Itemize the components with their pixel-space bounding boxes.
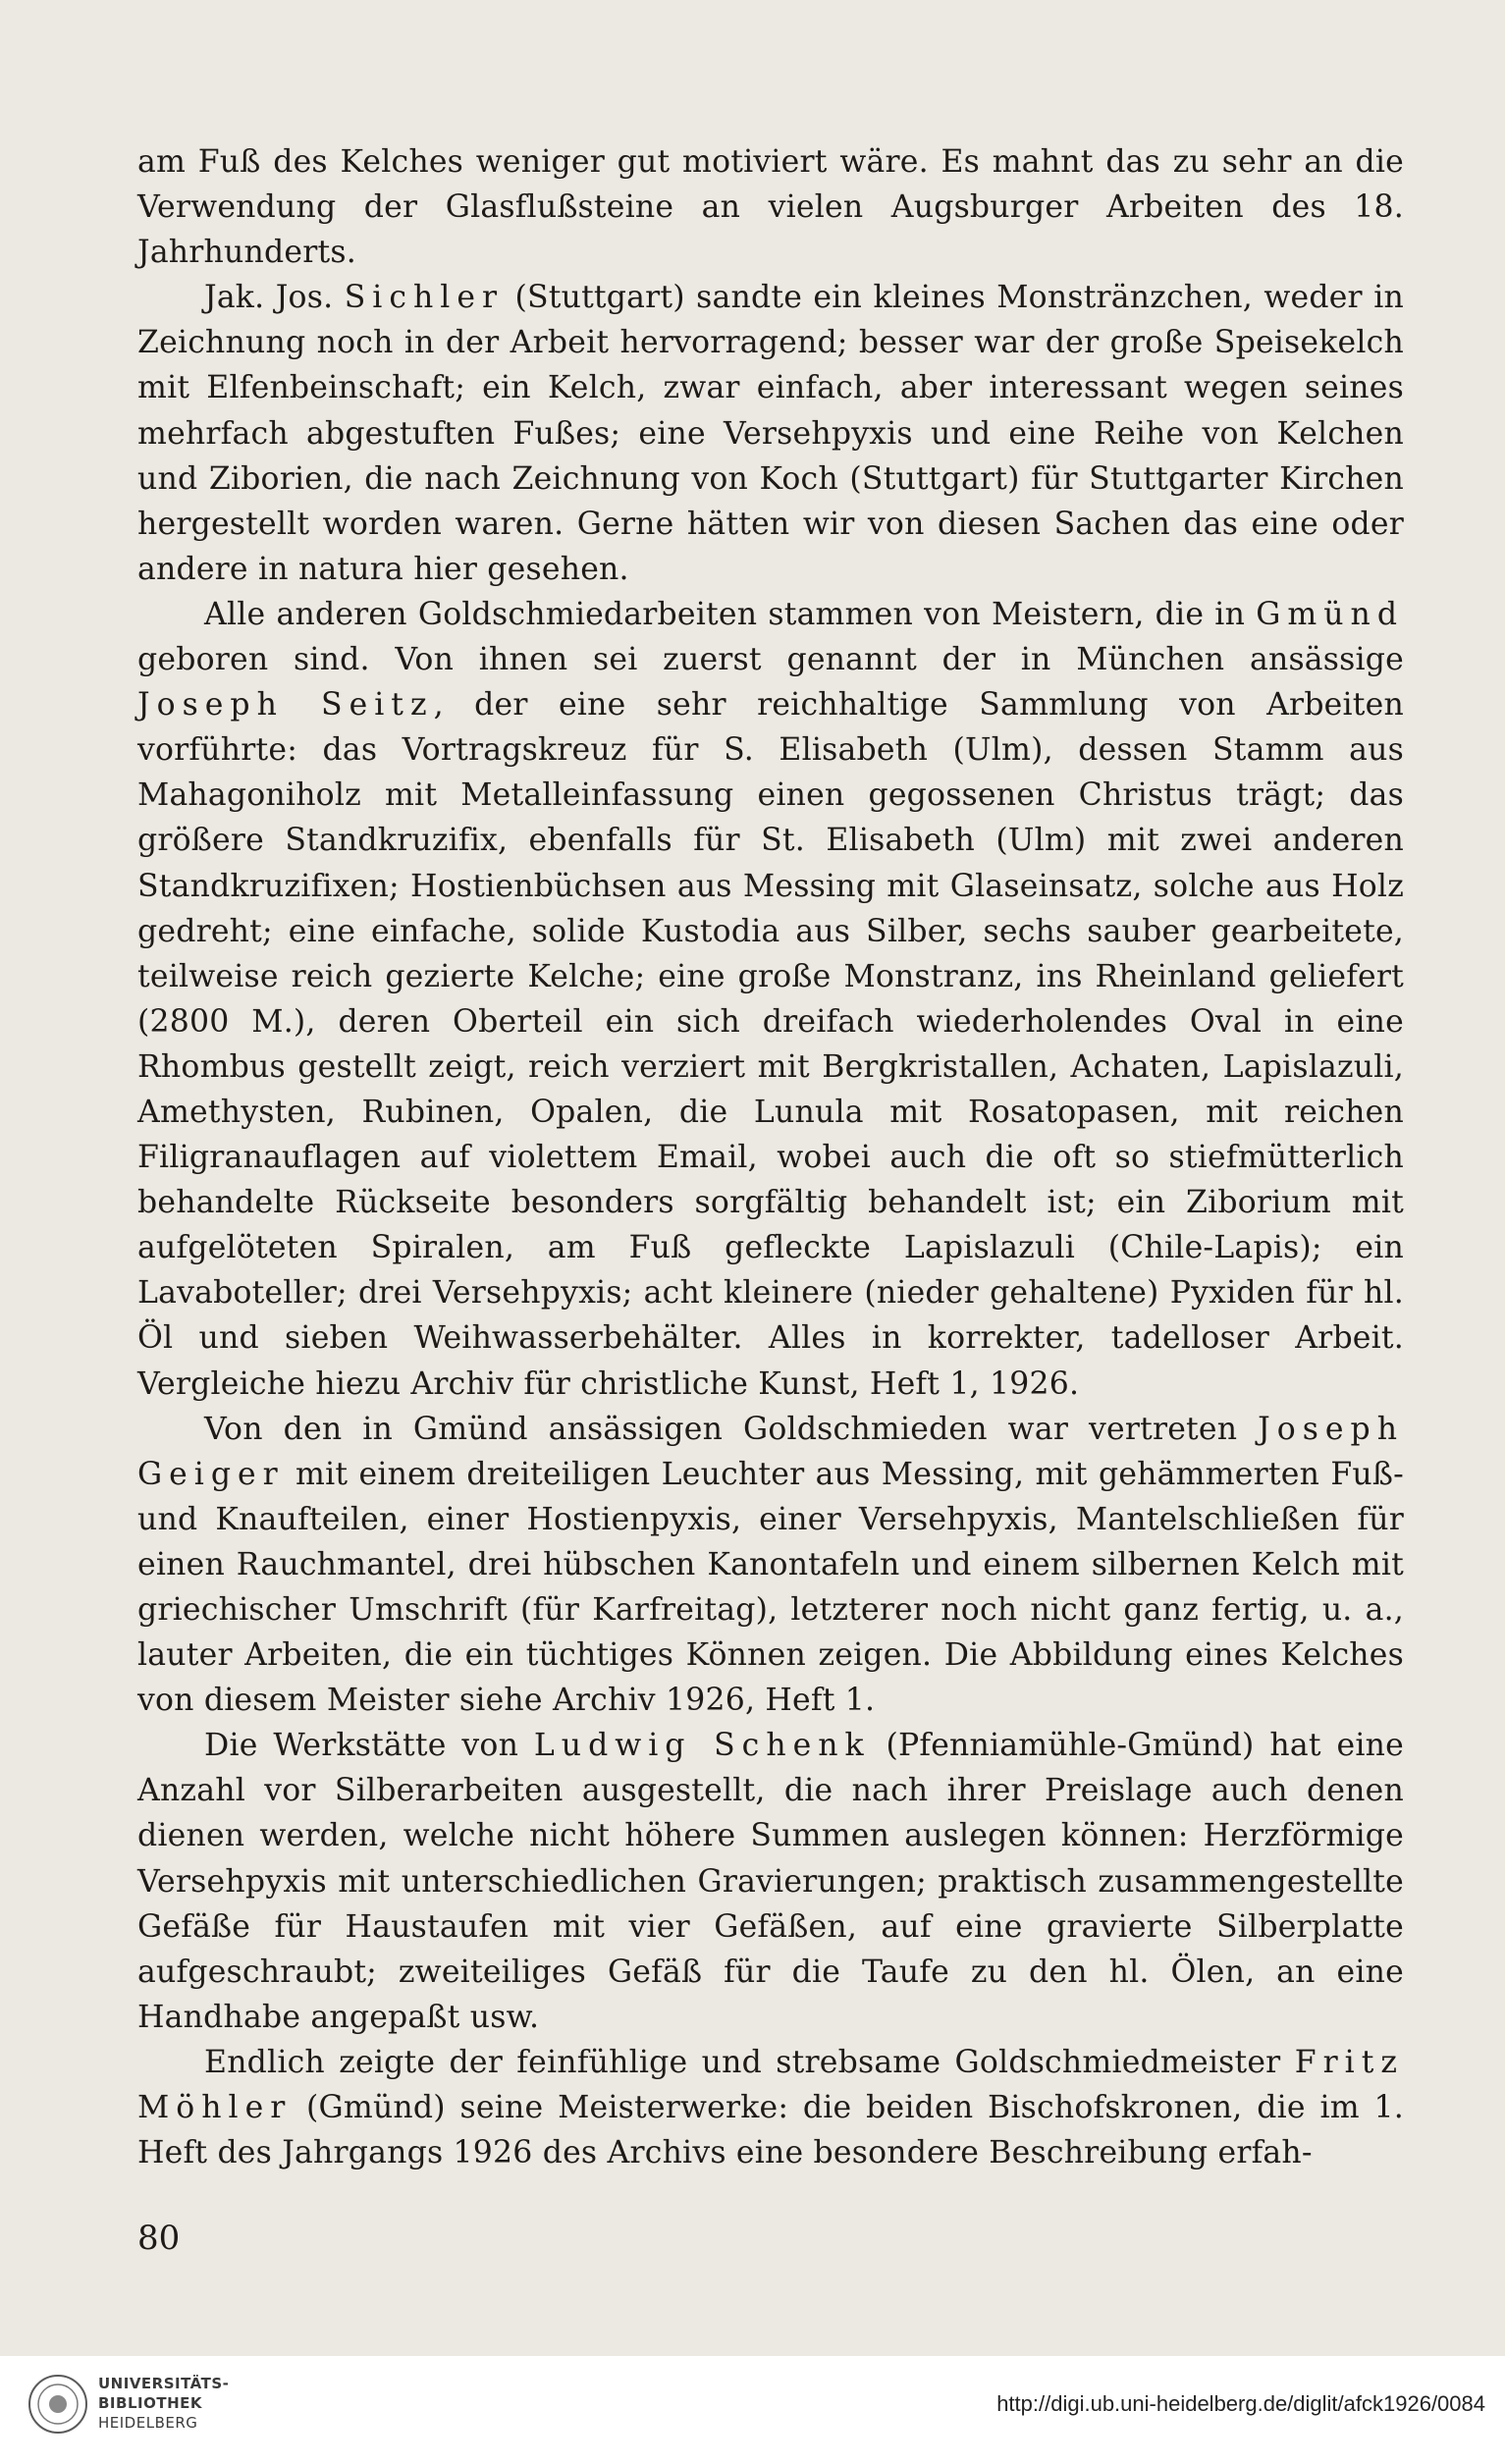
paragraph <box>137 592 1404 1407</box>
spaced-name: Ludwig Schenk <box>533 1728 871 1764</box>
body-text <box>137 139 1404 2175</box>
paragraph-text: Alle anderen Goldschmiedarbeiten stammen von Meistern, die in <box>204 596 1257 632</box>
paragraph <box>137 2040 1404 2175</box>
source-url-link[interactable]: http://digi.ub.uni-heidelberg.de/diglit/afck1926/0084 <box>996 2391 1485 2416</box>
paragraph-text: geboren sind. Von ihnen sei zuerst genannt der in München ansässige <box>137 642 1404 678</box>
paragraph-text: am Fuß des Kelches weniger gut motiviert wäre. Es mahnt das zu sehr an die Verwendung der Glasflußsteine an vielen Augsburger Arbeiten des 18. Jahrhunderts. <box>137 144 1404 271</box>
paragraph-text: (Gmünd) seine Meisterwerke: die beiden Bischofskronen, die im 1. Heft des Jahrgangs 1926 des Archivs eine besondere Beschreibung erfah- <box>137 2090 1404 2171</box>
page-number: 80 <box>137 2219 181 2258</box>
paragraph-text: mit einem dreiteiligen Leuchter aus Messing, mit gehämmerten Fuß- und Knaufteilen, einer Hostienpyxis, einer Versehpyxis, Mantelschließen für einen Rauchmantel, drei hübschen Kanontafeln und einem silbernen Kelch mit griechischer Umschrift (für Karfreitag), letzterer noch nicht ganz fertig, u. a., lauter Arbeiten, die ein tüchtiges Können zeigen. Die Abbildung eines Kelches von diesem Meister siehe Archiv 1926, Heft 1. <box>137 1456 1404 1719</box>
paragraph-text: Endlich zeigte der feinfühlige und strebsame Goldschmiedmeister <box>204 2044 1295 2080</box>
institution-line-3: HEIDELBERG <box>98 2414 198 2432</box>
spaced-name: Fritz Möhler <box>137 2044 1404 2126</box>
paragraph <box>137 275 1404 592</box>
paragraph-text: Von den in Gmünd ansässigen Goldschmieden war vertreten <box>204 1411 1259 1447</box>
paragraph-text: Jak. Jos. <box>204 280 345 316</box>
spaced-name: Joseph Geiger <box>137 1411 1404 1492</box>
institution-line-1: UNIVERSITÄTS- <box>98 2375 230 2392</box>
spaced-name: Joseph Seitz <box>137 687 434 723</box>
paragraph-text: (Stuttgart) sandte ein kleines Monstränzchen, weder in Zeichnung noch in der Arbeit hervorragend; besser war der große Speisekelch mit Elfenbeinschaft; ein Kelch, zwar einfach, aber interessant wegen seines mehrfach abgestuften Fußes; eine Versehpyxis und eine Reihe von Kelchen und Ziborien, die nach Zeichnung von Koch (Stuttgart) für Stuttgarter Kirchen hergestellt worden waren. Gerne hätten wir von diesen Sachen das eine oder andere in natura hier gesehen. <box>137 280 1404 587</box>
paragraph-text: (Pfenniamühle-Gmünd) hat eine Anzahl vor Silberarbeiten ausgestellt, die nach ihrer Preislage auch denen dienen werden, welche nicht höhere Summen auslegen können: Herzförmige Versehpyxis mit unterschiedlichen Gravierungen; praktisch zusammengestellte Gefäße für Haustaufen mit vier Gefäßen, auf eine gravierte Silberplatte aufgeschraubt; zweiteiliges Gefäß für die Taufe zu den hl. Ölen, an eine Handhabe angepaßt usw. <box>137 1728 1404 2035</box>
paragraph-text: , der eine sehr reichhaltige Sammlung von Arbeiten vorführte: das Vortragskreuz für S. Elisabeth (Ulm), dessen Stamm aus Mahagoniholz mit Metalleinfassung einen gegossenen Christus trägt; das größere Standkruzifix, ebenfalls für St. Elisabeth (Ulm) mit zwei anderen Standkruzifixen; Hostienbüchsen aus Messing mit Glaseinsatz, solche aus Holz gedreht; eine einfache, solide Kustodia aus Silber, sechs sauber gearbeitete, teilweise reich gezierte Kelche; eine große Monstranz, ins Rheinland geliefert (2800 M.), deren Oberteil ein sich dreifach wiederholendes Oval in eine Rhombus gestellt zeigt, reich verziert mit Bergkristallen, Achaten, Lapislazuli, Amethysten, Rubinen, Opalen, die Lunula mit Rosatopasen, mit reichen Filigranauflagen auf violettem Email, wobei auch die oft so stiefmütterlich behandelte Rückseite besonders sorgfältig behandelt ist; ein Ziborium mit aufgelöteten Spiralen, am Fuß gefleckte Lapislazuli (Chile-Lapis); ein Lavaboteller; drei Versehpyxis; acht kleinere (nieder gehaltene) Pyxiden für hl. Öl und sieben Weihwasserbehälter. Alles in korrekter, tadelloser Arbeit. Vergleiche hiezu Archiv für christliche Kunst, Heft 1, 1926. <box>137 687 1404 1402</box>
spaced-name: Sichler <box>344 280 505 316</box>
institution-line-2: BIBLIOTHEK <box>98 2394 202 2412</box>
spaced-name: Gmünd <box>1256 596 1404 632</box>
paragraph <box>137 1723 1404 2040</box>
institution-name <box>98 2374 229 2433</box>
paragraph <box>137 139 1404 275</box>
university-seal-icon <box>27 2374 88 2435</box>
paragraph <box>137 1407 1404 1724</box>
paragraph-text: Die Werkstätte von <box>204 1728 534 1764</box>
